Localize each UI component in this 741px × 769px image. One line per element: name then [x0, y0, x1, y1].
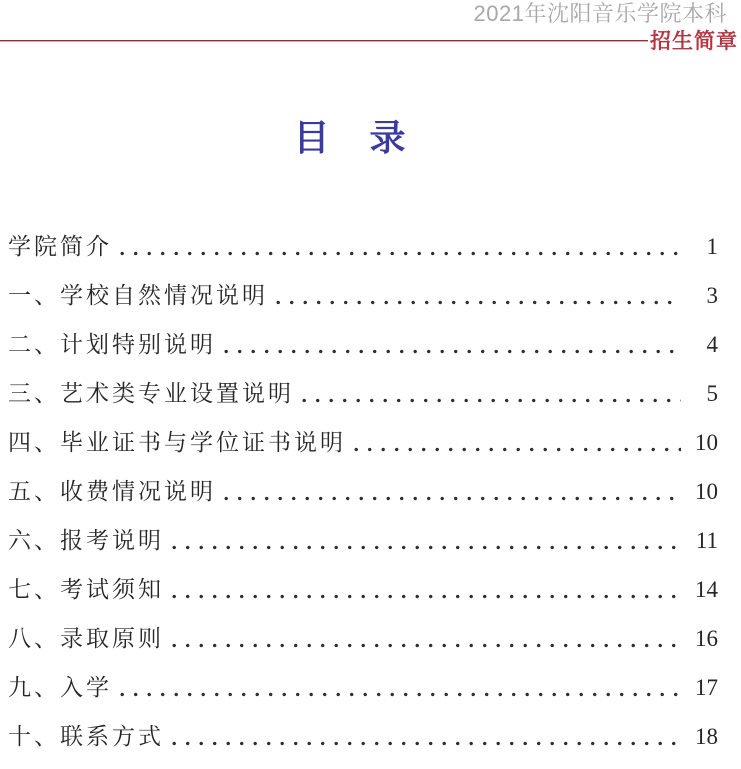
toc-entry[interactable]: [8, 614, 718, 663]
dot-leader: [120, 692, 681, 697]
toc-entry-title: 四、毕业证书与学位证书说明: [8, 430, 346, 455]
toc-entry-title: 二、计划特别说明: [8, 332, 216, 357]
header-rule-line: [0, 40, 648, 42]
toc-entry-title: 学院简介: [8, 234, 112, 259]
page-header: [0, 0, 741, 60]
header-badge: 招生简章: [650, 30, 738, 53]
dot-leader: [302, 398, 681, 403]
dot-leader: [276, 300, 681, 305]
toc-entry[interactable]: [8, 663, 718, 712]
toc-entry-page: 10: [695, 430, 718, 455]
dot-leader: [172, 594, 681, 599]
toc-entry[interactable]: [8, 516, 718, 565]
toc-entry-page: 10: [695, 479, 718, 504]
toc-entry-title: 三、艺术类专业设置说明: [8, 381, 294, 406]
dot-leader: [224, 349, 681, 354]
toc-entry-page: 5: [706, 381, 718, 406]
toc-entry-page: 18: [695, 724, 718, 749]
toc-entry-title: 六、报考说明: [8, 528, 164, 553]
toc-entry[interactable]: [8, 222, 718, 271]
toc-entry-page: 14: [695, 577, 718, 602]
toc-entry-page: 4: [706, 332, 718, 357]
toc-entry-title: 十、联系方式: [8, 724, 164, 749]
toc-entry-page: 3: [706, 283, 718, 308]
dot-leader: [172, 643, 681, 648]
toc-entry-page: 17: [695, 675, 718, 700]
toc-entry-title: 七、考试须知: [8, 577, 164, 602]
toc-entry[interactable]: [8, 320, 718, 369]
toc-entry[interactable]: [8, 712, 718, 761]
toc-list: [0, 222, 741, 761]
page-title: 目 录: [293, 118, 408, 158]
toc-entry[interactable]: [8, 467, 718, 516]
toc-entry[interactable]: [8, 565, 718, 614]
toc-entry-title: 九、入学: [8, 675, 112, 700]
toc-entry-title: 八、录取原则: [8, 626, 164, 651]
toc-entry[interactable]: [8, 418, 718, 467]
dot-leader: [354, 447, 681, 452]
dot-leader: [172, 545, 681, 550]
toc-entry[interactable]: [8, 271, 718, 320]
dot-leader: [224, 496, 681, 501]
header-doc-title: 2021年沈阳音乐学院本科: [473, 1, 727, 26]
toc-entry-title: 五、收费情况说明: [8, 479, 216, 504]
toc-entry-title: 一、学校自然情况说明: [8, 283, 268, 308]
dot-leader: [120, 251, 681, 256]
toc-entry-page: 1: [706, 234, 718, 259]
toc-entry-page: 11: [695, 528, 718, 553]
dot-leader: [172, 741, 681, 746]
toc-entry[interactable]: [8, 369, 718, 418]
toc-entry-page: 16: [695, 626, 718, 651]
